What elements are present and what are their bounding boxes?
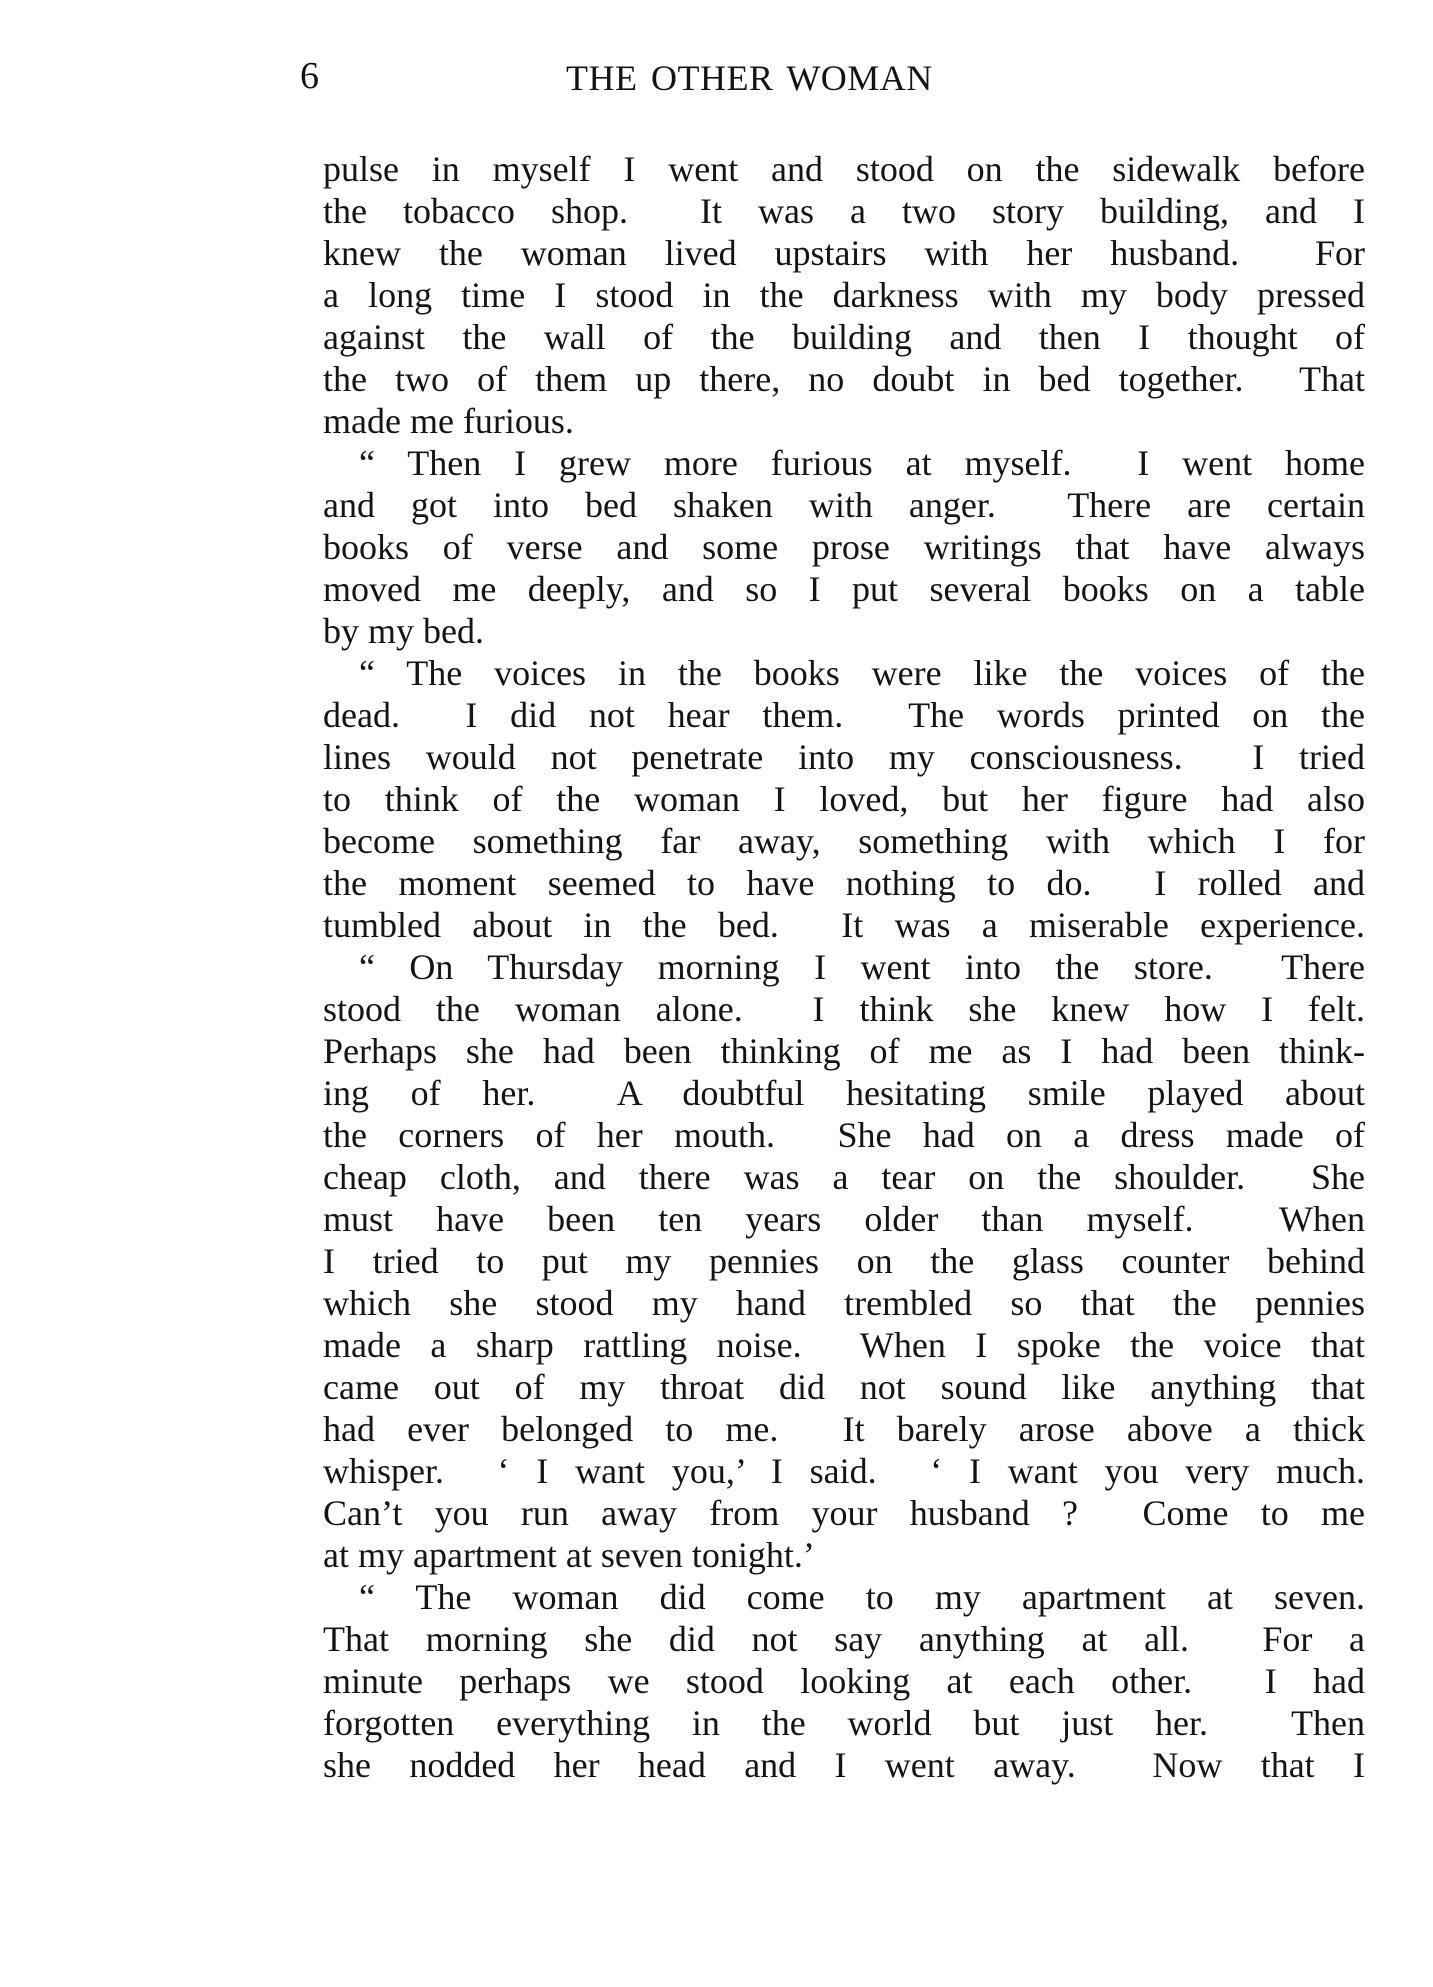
text-line: “ Then I grew more furious at myself. I went home [359,443,1365,483]
text-line: the moment seemed to have nothing to do. I rolled and [323,863,1365,903]
text-line: become something far away, something with which I for [323,821,1365,861]
paragraph [323,946,1365,1576]
text-line: “ The voices in the books were like the voices of the [359,653,1365,693]
text-line: moved me deeply, and so I put several books on a table [323,569,1365,609]
page-body [323,148,1365,1786]
text-line: made me furious. [323,401,574,441]
text-line: a long time I stood in the darkness with my body pressed [323,275,1365,315]
text-line: Can’t you run away from your husband ? Come to me [323,1493,1365,1533]
text-line: “ On Thursday morning I went into the store. There [359,947,1365,987]
text-line: I tried to put my pennies on the glass counter behind [323,1241,1365,1281]
text-line: pulse in myself I went and stood on the sidewalk before [323,149,1365,189]
text-line: dead. I did not hear them. The words printed on the [323,695,1365,735]
text-line: ing of her. A doubtful hesitating smile played about [323,1073,1365,1113]
text-line: which she stood my hand trembled so that the pennies [323,1283,1365,1323]
text-line: had ever belonged to me. It barely arose above a thick [323,1409,1365,1449]
text-line: the tobacco shop. It was a two story building, and I [323,191,1365,231]
text-line: knew the woman lived upstairs with her husband. For [323,233,1365,273]
paragraph [323,652,1365,946]
text-line: the corners of her mouth. She had on a dress made of [323,1115,1365,1155]
text-line: the two of them up there, no doubt in bed together. That [323,359,1365,399]
text-line: made a sharp rattling noise. When I spoke the voice that [323,1325,1365,1365]
text-line: whisper. ‘ I want you,’ I said. ‘ I want you very much. [323,1451,1365,1491]
text-line: lines would not penetrate into my consciousness. I tried [323,737,1365,777]
paragraph [323,1576,1365,1786]
text-line: to think of the woman I loved, but her figure had also [323,779,1365,819]
text-line: books of verse and some prose writings that have always [323,527,1365,567]
text-line: cheap cloth, and there was a tear on the shoulder. She [323,1157,1365,1197]
text-line: came out of my throat did not sound like anything that [323,1367,1365,1407]
text-line: tumbled about in the bed. It was a miserable experience. [323,905,1365,945]
text-line: “ The woman did come to my apartment at seven. [359,1577,1365,1617]
text-line: against the wall of the building and then I thought of [323,317,1365,357]
text-line: minute perhaps we stood looking at each other. I had [323,1661,1365,1701]
paragraph [323,442,1365,652]
text-line: and got into bed shaken with anger. There are certain [323,485,1365,525]
paragraph [323,148,1365,442]
text-line: by my bed. [323,611,484,651]
text-line: must have been ten years older than myself. When [323,1199,1365,1239]
text-line: Perhaps she had been thinking of me as I had been think- [323,1031,1365,1071]
page-number: 6 [300,55,319,97]
text-line: forgotten everything in the world but just her. Then [323,1703,1365,1743]
text-line: at my apartment at seven tonight.’ [323,1535,815,1575]
text-line: That morning she did not say anything at all. For a [323,1619,1365,1659]
text-line: stood the woman alone. I think she knew how I felt. [323,989,1365,1029]
text-line: she nodded her head and I went away. Now that I [323,1745,1365,1785]
running-title: THE OTHER WOMAN [566,58,933,98]
